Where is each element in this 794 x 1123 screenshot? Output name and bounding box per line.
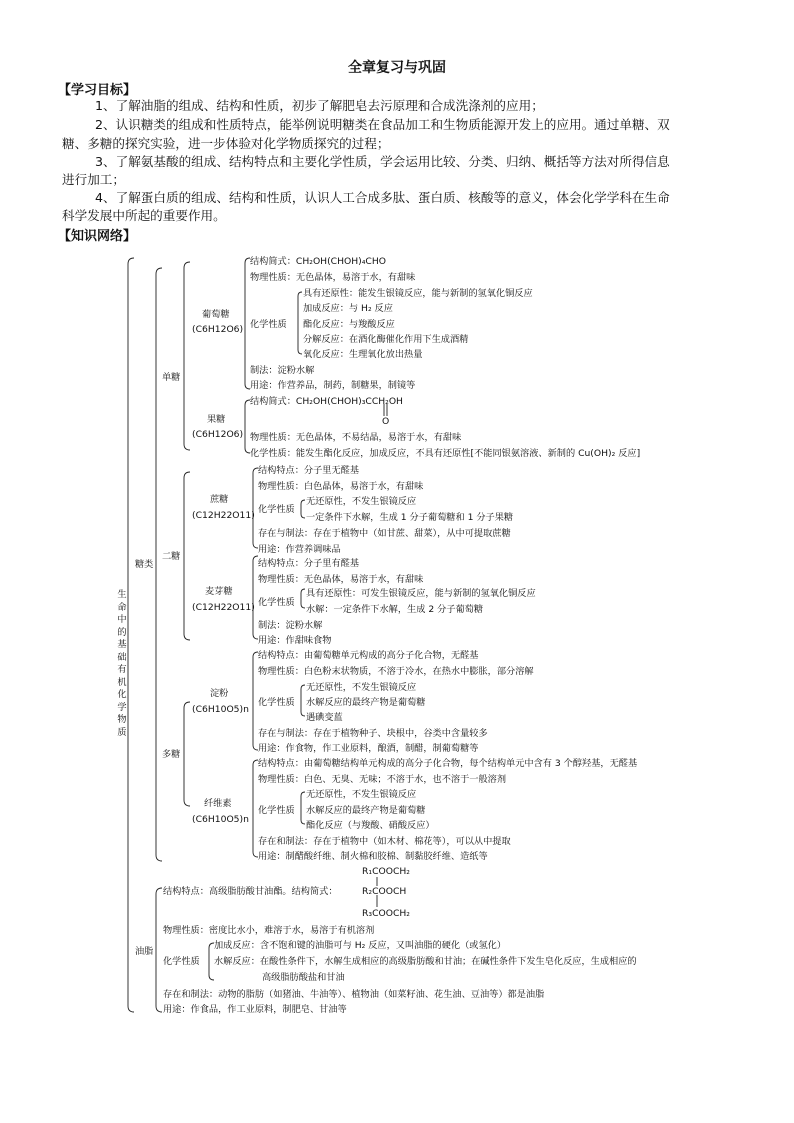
glucose-chem-label: 化学性质 [250, 319, 287, 330]
sucrose-chem-1: 无还原性，不发生银镜反应 [306, 496, 417, 507]
goal-1-line1: 1、了解油脂的组成、结构和性质，初步了解肥皂去污原理和合成洗涤剂的应用； [95, 98, 544, 113]
glucose-prep: 制法：淀粉水解 [250, 365, 315, 376]
starch-formula: (C6H10O5)n [192, 704, 249, 715]
fructose-physical: 物理性质：无色晶体，不易结晶，易溶于水，有甜味 [250, 432, 462, 443]
glucose-physical: 物理性质：无色晶体，易溶于水，有甜味 [250, 272, 416, 283]
maltose-formula: (C12H22O11) [192, 602, 255, 613]
sucrose-chem-2: 一定条件下水解，生成 1 分子葡萄糖和 1 分子果糖 [306, 512, 514, 523]
cellulose-name: 纤维素 [204, 798, 232, 809]
starch-chem-2: 水解反应的最终产物是葡萄糖 [306, 697, 426, 708]
fat-physical: 物理性质：密度比水小，难溶于水，易溶于有机溶剂 [163, 925, 375, 936]
cellulose-chem-1: 无还原性，不发生银镜反应 [306, 789, 417, 800]
glucose-chem-2: 加成反应：与 H₂ 反应 [303, 303, 393, 314]
page-title: 全章复习与巩固 [348, 60, 446, 76]
goals-header: 【学习目标】 [58, 83, 137, 98]
fat-r1: R₁COOCH₂ [362, 866, 410, 877]
cellulose-chem-3: 酯化反应（与羧酸、硝酸反应） [306, 820, 435, 831]
goal-4-line1: 4、了解蛋白质的组成、结构和性质，认识人工合成多肽、蛋白质、核酸等的意义，体会化学学科在生命 [95, 190, 670, 205]
cellulose-structure: 结构特点：由葡萄糖结构单元构成的高分子化合物，每个结构单元中含有 3 个醇羟基，无醛基 [258, 758, 638, 769]
glucose-formula: (C6H12O6) [192, 324, 244, 335]
sucrose-name: 蔗糖 [210, 494, 229, 505]
fructose-chem: 化学性质：能发生酯化反应，加成反应，不具有还原性[不能同银氨溶液、新制的 Cu(OH)₂ 反应] [250, 448, 641, 459]
sucrose-structure: 结构特点：分子里无醛基 [258, 465, 360, 476]
cellulose-formula: (C6H10O5)n [192, 814, 249, 825]
goal-4-cont: 科学发展中所起的重要作用。 [62, 208, 226, 223]
goal-2-line1: 2、认识糖类的组成和性质特点，能举例说明糖类在食品加工和生物质能源开发上的应用。通过单糖、双 [95, 117, 670, 132]
glucose-chem-3: 酯化反应：与羧酸反应 [303, 319, 395, 330]
goal-2-cont: 糖、多糖的探究实验，进一步体验对化学物质探究的过程； [62, 136, 390, 151]
starch-name: 淀粉 [210, 688, 229, 699]
maltose-chem-1: 具有还原性：可发生银镜反应，能与新制的氢氧化铜反应 [306, 588, 536, 599]
sucrose-physical: 物理性质：白色晶体，易溶于水，有甜味 [258, 481, 424, 492]
starch-exist: 存在与制法：存在于植物种子、块根中，谷类中含量较多 [258, 728, 488, 739]
fat-use: 用途：作食品，作工业原料，制肥皂、甘油等 [163, 1004, 347, 1015]
glucose-chem-4: 分解反应：在酒化酶催化作用下生成酒精 [303, 334, 469, 345]
fat-chem-1: 加成反应：含不饱和键的油脂可与 H₂ 反应，又叫油脂的硬化（或氢化） [214, 940, 507, 951]
maltose-use: 用途：作甜味食物 [258, 635, 332, 646]
maltose-name: 麦芽糖 [205, 586, 233, 597]
network-header: 【知识网络】 [58, 229, 137, 244]
goal-3-cont: 进行加工； [62, 172, 125, 187]
glucose-name: 葡萄糖 [202, 309, 230, 320]
starch-use: 用途：作食物，作工业原料，酿酒，制醋，制葡萄糖等 [258, 743, 479, 754]
youzhi-label: 油脂 [135, 946, 154, 957]
fat-chem-2: 水解反应：在酸性条件下，水解生成相应的高级脂肪酸和甘油；在碱性条件下发生皂化反应，生成相应的 [214, 956, 637, 967]
root-label: 生命中的基础有机化学物质 [117, 589, 127, 738]
fructose-name: 果糖 [207, 414, 226, 425]
glucose-use: 用途：作营养品，制药，制糖果，制镜等 [250, 380, 416, 391]
glucose-structure: 结构简式：CH₂OH(CHOH)₄CHO [250, 256, 386, 267]
cellulose-physical: 物理性质：白色、无臭、无味；不溶于水，也不溶于一般溶剂 [258, 774, 507, 785]
glucose-chem-1: 具有还原性：能发生银镜反应，能与新制的氢氧化铜反应 [303, 288, 533, 299]
starch-chem-label: 化学性质 [258, 697, 295, 708]
starch-structure: 结构特点：由葡萄糖单元构成的高分子化合物，无醛基 [258, 650, 479, 661]
fat-r3: R₃COOCH₂ [362, 908, 410, 919]
maltose-structure: 结构特点：分子里有醛基 [258, 558, 360, 569]
starch-chem-3: 遇碘变蓝 [306, 712, 343, 723]
cellulose-use: 用途：制醋酸纤维、制火棉和胶棉、制黏胶纤维、造纸等 [258, 851, 488, 862]
cellulose-chem-label: 化学性质 [258, 805, 295, 816]
sucrose-chem-label: 化学性质 [258, 504, 295, 515]
glucose-chem-5: 氧化反应：生理氧化放出热量 [303, 349, 423, 360]
tanglei-label: 糖类 [135, 559, 154, 570]
ertang-label: 二糖 [162, 551, 181, 562]
sucrose-use: 用途：作营养调味品 [258, 544, 341, 555]
fat-structure: 结构特点：高级脂肪酸甘油酯。结构简式： [163, 886, 338, 897]
fat-exist: 存在和制法：动物的脂肪（如猪油、牛油等）、植物油（如菜籽油、花生油、豆油等）都是油脂 [163, 989, 545, 1000]
maltose-chem-label: 化学性质 [258, 597, 295, 608]
fat-r2: R₂COOCH [362, 886, 407, 897]
maltose-prep: 制法：淀粉水解 [258, 620, 323, 631]
maltose-chem-2: 水解：一定条件下水解，生成 2 分子葡萄糖 [306, 604, 484, 615]
cellulose-exist: 存在和制法：存在于植物中（如木材、棉花等），可以从中提取 [258, 836, 511, 847]
cellulose-chem-2: 水解反应的最终产物是葡萄糖 [306, 805, 426, 816]
fat-chem-3: 高级脂肪酸盐和甘油 [262, 972, 345, 983]
fructose-o-mark: O [382, 416, 390, 427]
sucrose-formula: (C12H22O11) [192, 510, 255, 521]
dantang-label: 单糖 [162, 372, 181, 383]
sucrose-exist: 存在与制法：存在于植物中（如甘蔗、甜菜），从中可提取蔗糖 [258, 528, 511, 539]
fructose-formula: (C6H12O6) [192, 429, 244, 440]
starch-physical: 物理性质：白色粉末状物质，不溶于冷水，在热水中膨胀，部分溶解 [258, 666, 534, 677]
starch-chem-1: 无还原性，不发生银镜反应 [306, 682, 417, 693]
goal-3-line1: 3、了解氨基酸的组成、结构特点和主要化学性质，学会运用比较、分类、归纳、概括等方法对所得信息 [95, 154, 670, 169]
duotang-label: 多糖 [162, 749, 181, 760]
fructose-structure: 结构简式：CH₂OH(CHOH)₃CCH₂OH [250, 396, 403, 407]
fat-chem-label: 化学性质 [163, 956, 200, 967]
maltose-physical: 物理性质：无色晶体，易溶于水，有甜味 [258, 574, 424, 585]
